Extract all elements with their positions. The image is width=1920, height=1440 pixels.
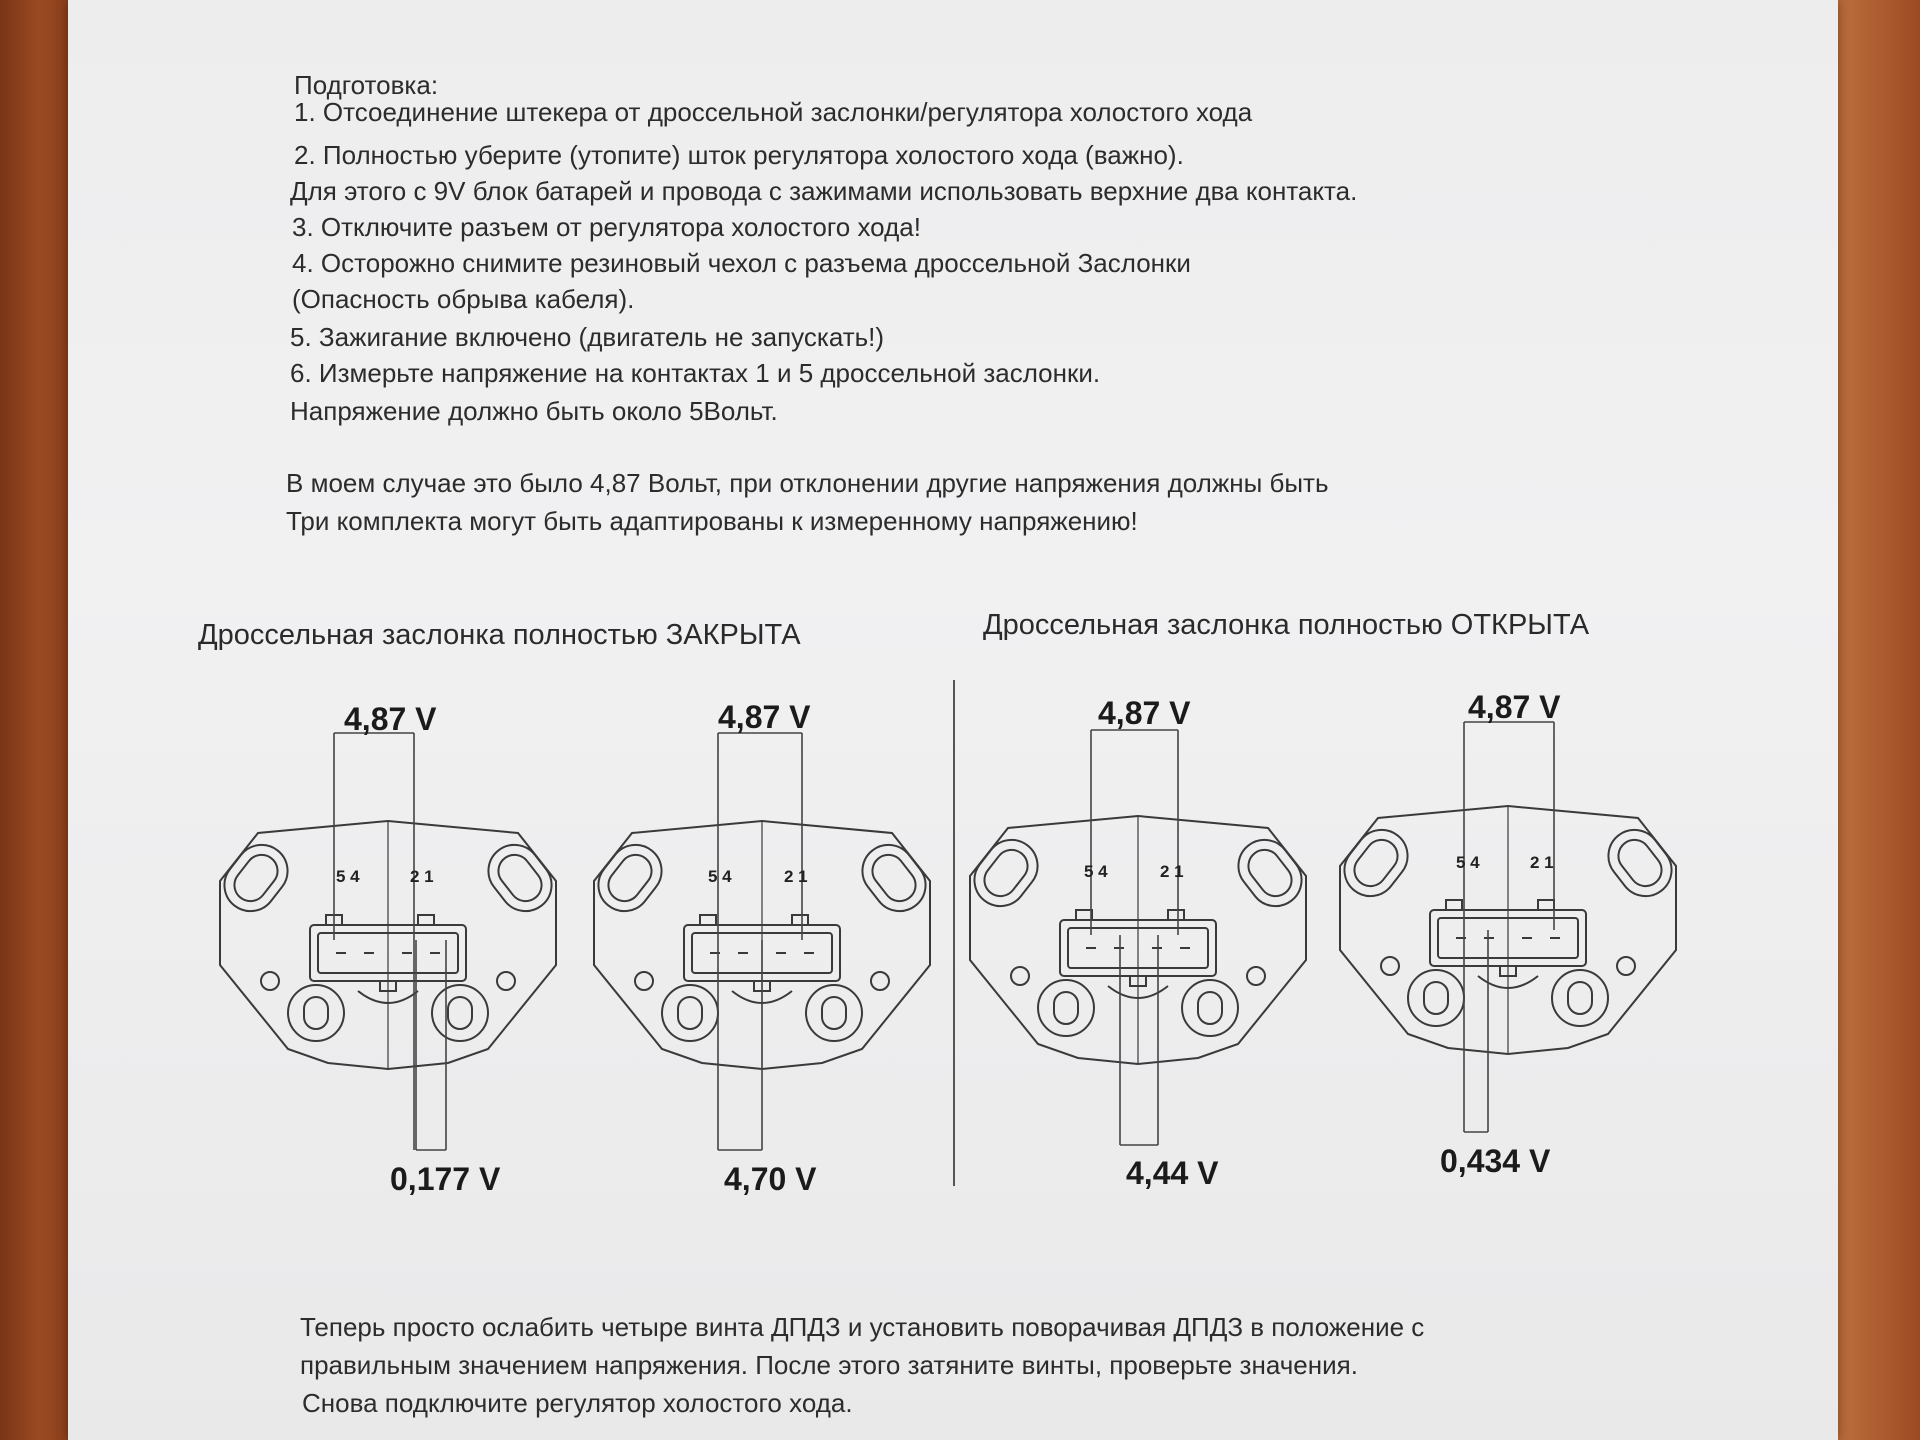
pin-label: 2 1 — [410, 867, 434, 886]
voltage-bottom-label: 0,177 V — [390, 1161, 501, 1197]
instruction-line: 1. Отсоединение штекера от дроссельной заслонки/регулятора холостого хода — [294, 97, 1253, 127]
instruction-line: 2. Полностью уберите (утопите) шток регулятора холостого хода (важно). — [294, 140, 1184, 170]
pin-label: 5 4 — [336, 867, 360, 886]
voltage-top-label: 4,87 V — [1098, 695, 1191, 731]
sensor-diagram — [1334, 689, 1682, 1179]
voltage-bottom-label: 0,434 V — [1440, 1143, 1551, 1179]
voltage-bottom-label: 4,44 V — [1126, 1155, 1219, 1191]
note-line: В моем случае это было 4,87 Вольт, при отклонении другие напряжения должны быть — [286, 468, 1329, 498]
footer-line: Теперь просто ослабить четыре винта ДПДЗ и установить поворачивая ДПДЗ в положение с — [300, 1312, 1425, 1342]
pin-label: 5 4 — [1456, 853, 1480, 872]
caption-closed: Дроссельная заслонка полностью ЗАКРЫТА — [198, 619, 801, 651]
paper-sheet — [68, 0, 1838, 1440]
instruction-line: Напряжение должно быть около 5Вольт. — [290, 396, 778, 426]
sensor-diagram — [588, 699, 936, 1197]
caption-open: Дроссельная заслонка полностью ОТКРЫТА — [983, 609, 1590, 641]
pin-label: 2 1 — [1160, 862, 1184, 881]
footer-line: правильным значением напряжения. После этого затяните винты, проверьте значения. — [300, 1350, 1358, 1380]
pin-label: 2 1 — [784, 867, 808, 886]
sensor-diagram — [964, 695, 1312, 1191]
pin-label: 5 4 — [1084, 862, 1108, 881]
voltage-bottom-label: 4,70 V — [724, 1161, 817, 1197]
voltage-top-label: 4,87 V — [344, 701, 437, 737]
instruction-line: 4. Осторожно снимите резиновый чехол с разъема дроссельной Заслонки — [292, 248, 1191, 278]
instruction-line: 6. Измерьте напряжение на контактах 1 и 5 дроссельной заслонки. — [290, 358, 1101, 388]
sensor-diagram — [214, 701, 562, 1197]
tps-diagram — [68, 0, 1838, 1440]
footer-line: Снова подключите регулятор холостого хода. — [302, 1388, 853, 1418]
instruction-line: 3. Отключите разъем от регулятора холостого хода! — [292, 212, 921, 242]
instruction-line: (Опасность обрыва кабеля). — [292, 284, 635, 314]
pin-label: 2 1 — [1530, 853, 1554, 872]
instruction-line: Для этого с 9V блок батарей и провода с зажимами использовать верхние два контакта. — [290, 176, 1358, 206]
voltage-top-label: 4,87 V — [718, 699, 811, 735]
instruction-line: 5. Зажигание включено (двигатель не запускать!) — [290, 322, 885, 352]
voltage-top-label: 4,87 V — [1468, 689, 1561, 725]
pin-label: 5 4 — [708, 867, 732, 886]
note-line: Три комплекта могут быть адаптированы к измеренному напряжению! — [286, 506, 1138, 536]
instructions-heading: Подготовка: — [294, 70, 439, 100]
